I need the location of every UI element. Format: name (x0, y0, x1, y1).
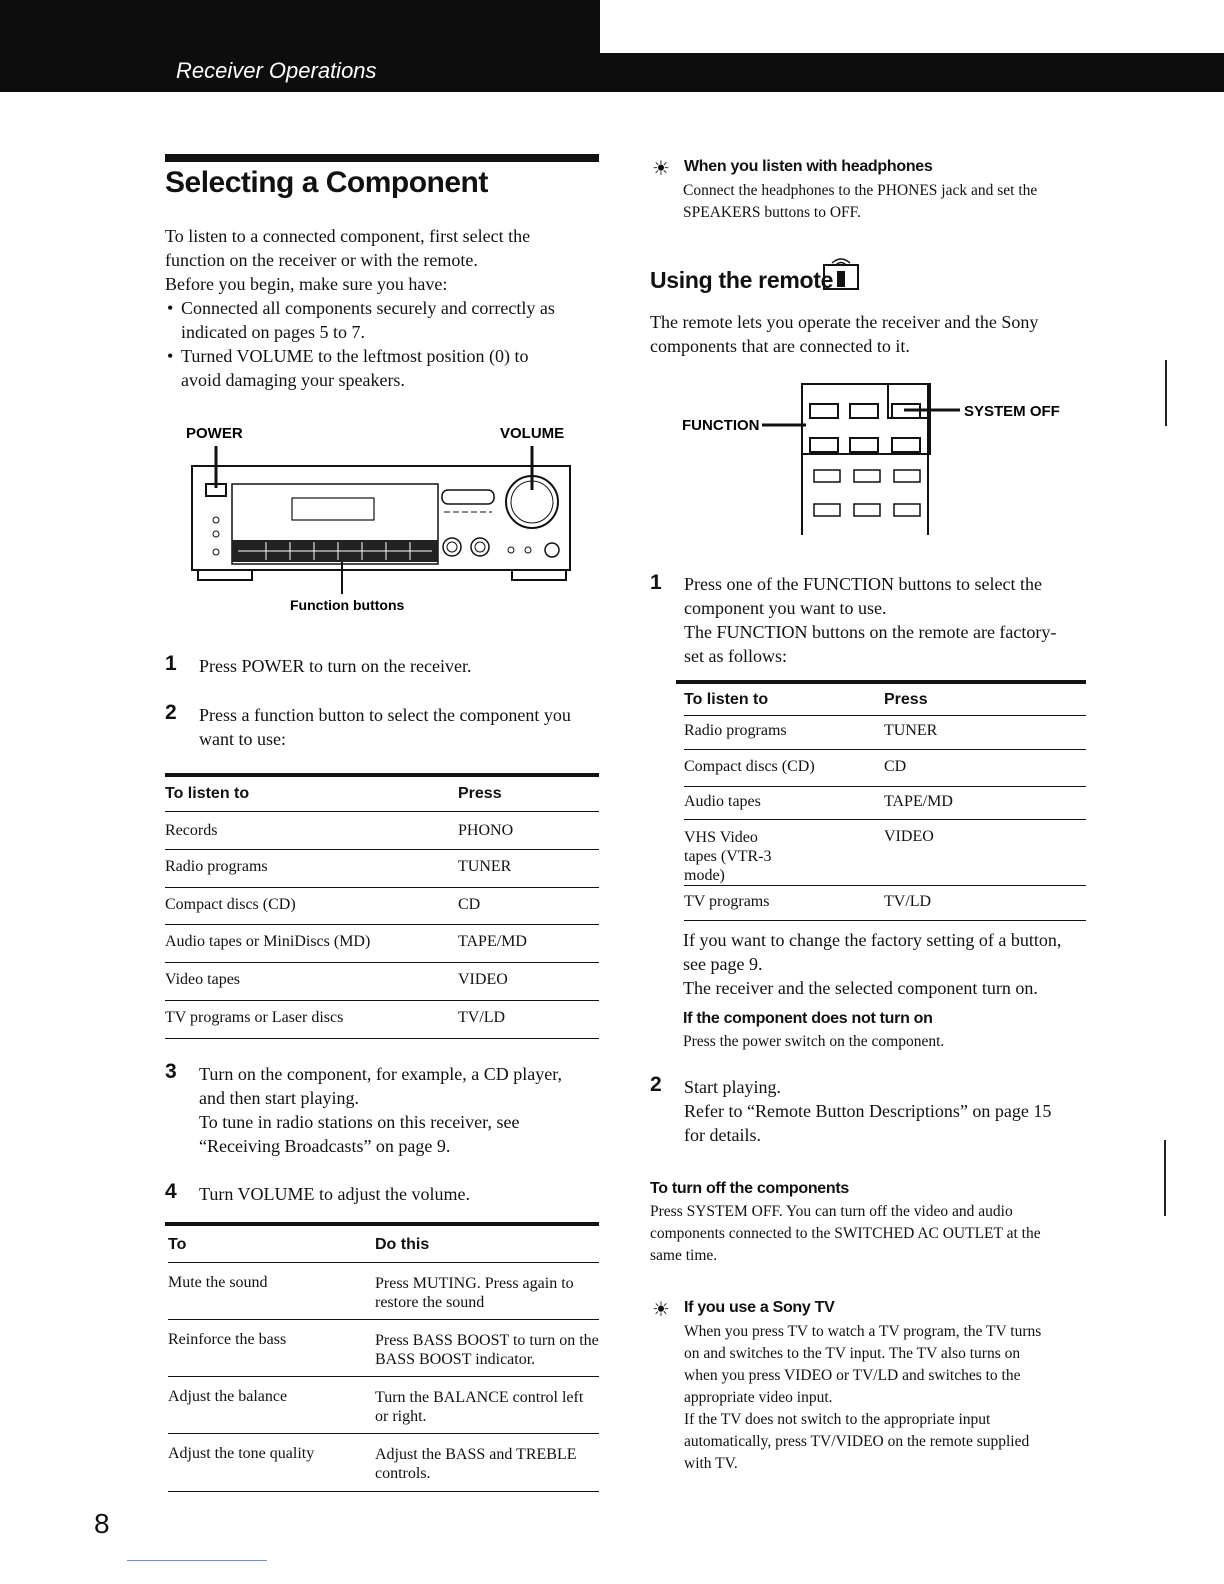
column-header: Do this (375, 1235, 430, 1253)
step-text: Start playing. Refer to “Remote Button Descriptions” on page 15 for details. (684, 1077, 1052, 1145)
step-text: Turn on the component, for example, a CD player, and then start playing. To tune in radio stations on this receiver, see “Receiving Broadcasts” on page 9. (199, 1064, 563, 1156)
tip-text: Connect the headphones to the PHONES jack and set the SPEAKERS buttons to OFF. (683, 182, 1038, 221)
table-cell: TAPE/MD (884, 786, 1086, 819)
table-cell: CD (458, 887, 599, 924)
scan-mark (127, 1560, 267, 1561)
table-cell: TAPE/MD (458, 924, 599, 962)
table-cell: Radio programs (684, 715, 884, 749)
step-number: 4 (165, 1180, 177, 1203)
table-cell: Adjust the balance (168, 1376, 375, 1433)
step-number: 1 (650, 571, 662, 594)
scan-mark (1164, 1140, 1166, 1216)
table-cell: Records (165, 811, 458, 849)
step-number: 2 (650, 1073, 662, 1096)
page-number: 8 (94, 1508, 110, 1539)
column-header: Press (884, 690, 928, 708)
table-cell: VHS Video tapes (VTR-3 mode) (684, 819, 884, 885)
step-text: Press POWER to turn on the receiver. (199, 656, 472, 676)
table-cell: CD (884, 749, 1086, 786)
step-number: 1 (165, 652, 177, 675)
column-header: Press (458, 785, 502, 803)
lightbulb-tip-icon: ☀ (652, 156, 670, 180)
table-cell: Reinforce the bass (168, 1319, 375, 1376)
column-header: To listen to (165, 785, 250, 803)
table-cell: Mute the sound (168, 1262, 375, 1319)
table-cell: Press BASS BOOST to turn on the BASS BOOST indicator. (375, 1319, 599, 1376)
table-rule (165, 1222, 599, 1226)
table-cell: Video tapes (165, 962, 458, 1000)
table-cell: TV/LD (458, 1000, 599, 1038)
remote-icon (822, 255, 860, 291)
note-text: Press SYSTEM OFF. You can turn off the video and audio components connected to the SWITCHED AC OUTLET at the same time. (650, 1203, 1041, 1264)
table-cell: Audio tapes (684, 786, 884, 819)
section-title: Receiver Operations (176, 58, 377, 83)
factory-note: If you want to change the factory setting of a button, see page 9. The receiver and the selected component turn on. (683, 930, 1062, 998)
table-cell: VIDEO (884, 819, 1086, 885)
tip-text: When you press TV to watch a TV program, the TV turns on and switches to the TV input. The TV also turns on when you press VIDEO or TV/LD and switches to the appropriate video input. If the TV does not switch to the appropriate input automatically, press TV/VIDEO on the remote supplied with TV. (684, 1323, 1042, 1472)
factory-set-table (684, 685, 1086, 921)
system-off-label: SYSTEM OFF (964, 403, 1060, 420)
table-cell: Radio programs (165, 849, 458, 887)
receiver-diagram (180, 420, 590, 620)
scan-mark (1165, 360, 1167, 426)
note-title: If the component does not turn on (683, 1010, 933, 1027)
step-text: Press one of the FUNCTION buttons to select the component you want to use. The FUNCTION buttons on the remote are factory- set as follows: (684, 574, 1057, 666)
tip-title: When you listen with headphones (684, 158, 933, 175)
table-cell: Adjust the tone quality (168, 1433, 375, 1491)
listen-table (165, 778, 599, 1039)
table-cell: Compact discs (CD) (165, 887, 458, 924)
table-cell: Compact discs (CD) (684, 749, 884, 786)
table-cell: Audio tapes or MiniDiscs (MD) (165, 924, 458, 962)
remote-intro: The remote lets you operate the receiver and the Sony components that are connected to it. (650, 312, 1039, 356)
subsection-heading: Using the remote (650, 267, 834, 293)
table-rule (676, 680, 1086, 684)
step-text: Turn VOLUME to adjust the volume. (199, 1184, 471, 1204)
page-header (0, 0, 1224, 92)
table-cell: Press MUTING. Press again to restore the sound (375, 1262, 599, 1319)
step-number: 3 (165, 1060, 177, 1083)
volume-label: VOLUME (500, 425, 565, 442)
intro-text: To listen to a connected component, first select the function on the receiver or with the remote. Before you begin, make sure you have: • Connected all components securely and correctly as indicated on pages 5 to 7. • Turned VOLUME to the leftmost position (0) to avoid damaging your speakers. (165, 226, 555, 390)
table-cell: TV programs (684, 885, 884, 920)
step-text: Press a function button to select the component you want to use: (199, 705, 571, 749)
table-cell: Turn the BALANCE control left or right. (375, 1376, 599, 1433)
heading-rule (165, 154, 599, 162)
lightbulb-tip-icon: ☀ (652, 1297, 670, 1321)
tip-title: If you use a Sony TV (684, 1299, 835, 1316)
step-number: 2 (165, 701, 177, 724)
table-cell: TV programs or Laser discs (165, 1000, 458, 1038)
note-text: Press the power switch on the component. (683, 1033, 945, 1050)
table-rule (165, 773, 599, 777)
table-cell: TV/LD (884, 885, 1086, 920)
table-cell: TUNER (458, 849, 599, 887)
remote-diagram (676, 380, 1076, 545)
table-cell: Adjust the BASS and TREBLE controls. (375, 1433, 599, 1491)
note-title: To turn off the components (650, 1180, 849, 1197)
function-buttons-label: Function buttons (290, 597, 405, 613)
page-heading: Selecting a Component (165, 166, 488, 199)
power-label: POWER (186, 425, 243, 442)
column-header: To (168, 1235, 187, 1253)
table-cell: PHONO (458, 811, 599, 849)
volume-table (168, 1228, 599, 1492)
column-header: To listen to (684, 690, 769, 708)
table-cell: TUNER (884, 715, 1086, 749)
function-label: FUNCTION (682, 417, 760, 434)
table-cell: VIDEO (458, 962, 599, 1000)
